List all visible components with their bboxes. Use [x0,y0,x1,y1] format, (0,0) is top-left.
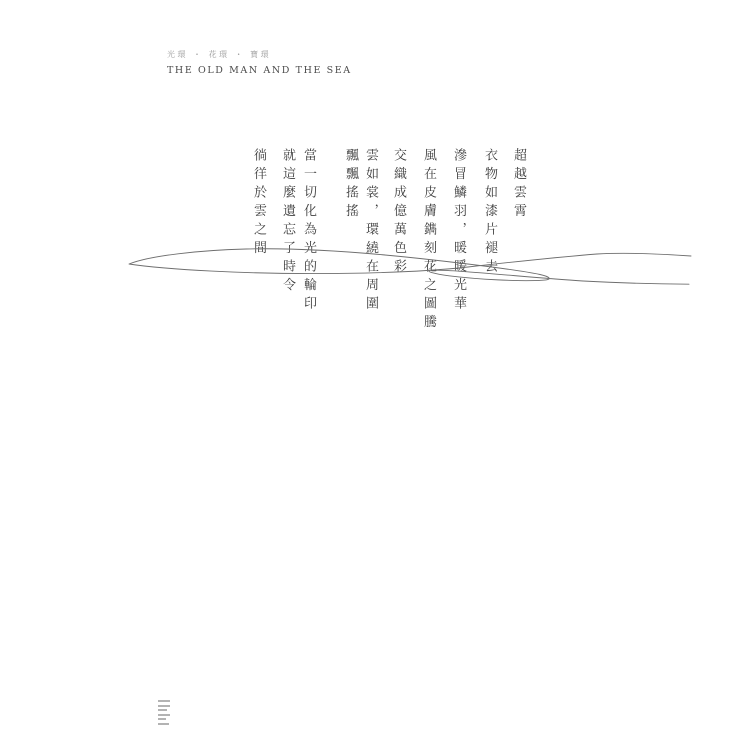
book-title-english: THE OLD MAN AND THE SEA [167,65,352,76]
publisher-mark [158,700,174,728]
poem-column: 超越雲霄 [511,148,526,222]
publisher-mark-bar [158,705,170,707]
poem-column: 就這麼遺忘了時令 [280,148,295,296]
series-label: 光環 ・ 花環 ・ 寶環 [167,50,272,59]
publisher-mark-bar [158,700,170,702]
poem-column: 交織成億萬色彩 [391,148,406,278]
poem-column: 當一切化為光的輪印 [301,148,316,315]
poem-column: 徜徉於雲之間 [251,148,266,259]
poem-column: 衣物如漆片褪去 [482,148,497,278]
publisher-mark-bar [158,718,166,720]
poem-column: 雲如裳，環繞在周圍 [363,148,378,315]
publisher-mark-bar [158,723,169,725]
publisher-mark-bar [158,709,167,711]
poem-column: 滲冒鱗羽，暖暖光華 [451,148,466,315]
poem-column: 風在皮膚鐫刻花之圖騰 [421,148,436,333]
poem-column: 飄飄搖搖 [343,148,358,222]
publisher-mark-bar [158,714,170,716]
